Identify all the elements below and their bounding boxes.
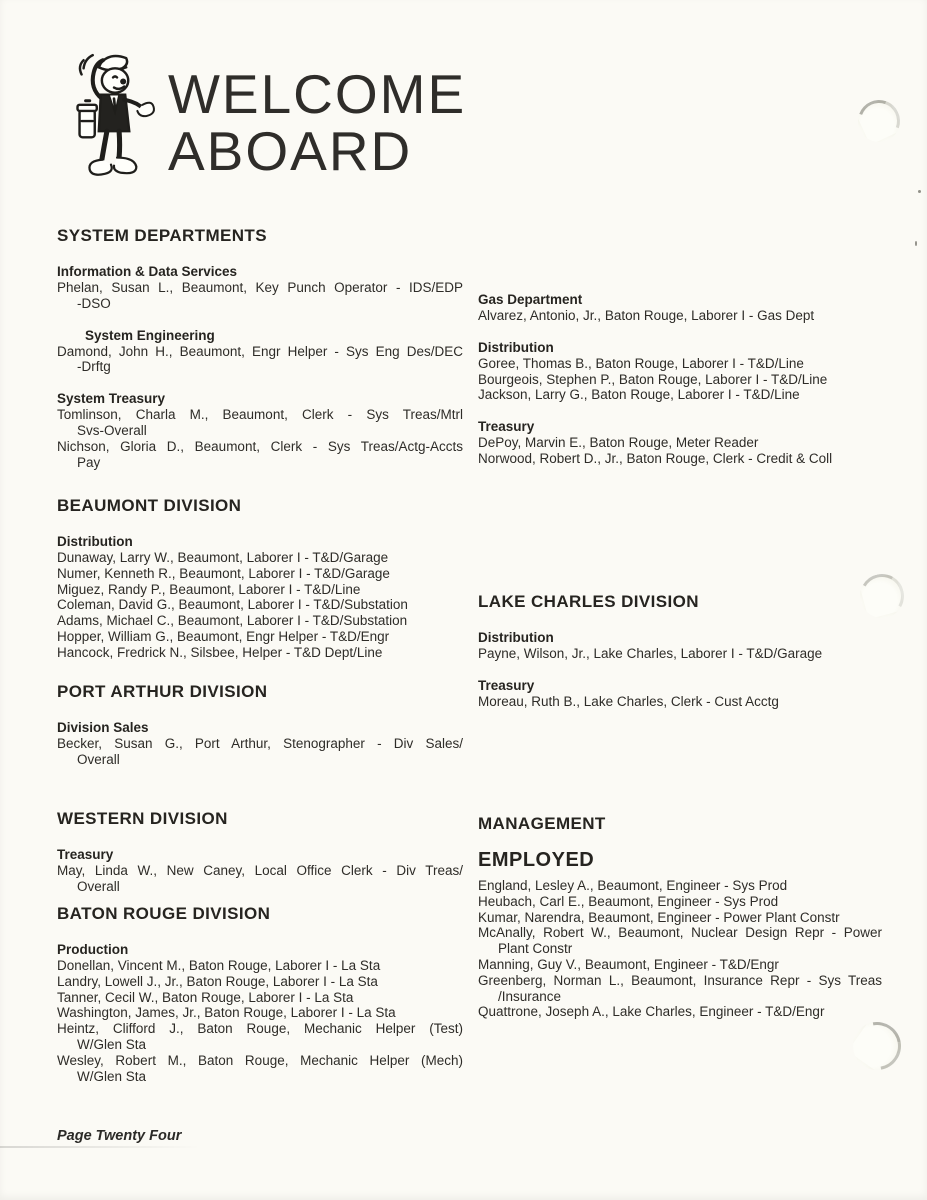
roster-entry-line: Donellan, Vincent M., Baton Rouge, Laborer I - La Sta <box>57 958 381 973</box>
employed-subheading: EMPLOYED <box>478 849 595 871</box>
page-number-label: Page Twenty Four <box>57 1128 182 1144</box>
roster-entry-continuation: W/Glen Sta <box>77 1068 147 1084</box>
roster-entry-continuation: -DSO <box>77 295 111 311</box>
roster-entry <box>57 736 463 768</box>
section-lake-charles-division <box>478 592 882 726</box>
roster-entry-line: Bourgeois, Stephen P., Baton Rouge, Laborer I - T&D/Line <box>478 371 828 387</box>
roster-group <box>57 720 463 768</box>
roster-entry <box>478 894 882 910</box>
roster-entry-line: Tomlinson, Charla M., Beaumont, Clerk - Sys Treas/Mtrl <box>57 407 463 423</box>
roster-entry-line: Wesley, Robert M., Baton Rouge, Mechanic Helper (Mech) <box>57 1052 463 1068</box>
roster-group <box>57 847 463 895</box>
roster-entry <box>57 1053 463 1085</box>
roster-entry-list <box>478 694 882 710</box>
roster-entry <box>57 582 463 598</box>
page-title-line1: WELCOME <box>168 63 467 125</box>
roster-entry <box>478 451 882 467</box>
roster-entry-line: Numer, Kenneth R., Beaumont, Laborer I - T&D/Garage <box>57 565 390 581</box>
roster-entry-continuation: -Drftg <box>77 359 111 375</box>
section-baton-rouge-division <box>57 904 463 1100</box>
roster-entry <box>57 990 463 1006</box>
roster-entry <box>57 597 463 613</box>
section-heading: SYSTEM DEPARTMENTS <box>57 226 267 245</box>
roster-entry-continuation: W/Glen Sta <box>77 1036 147 1052</box>
roster-entry-line: Quattrone, Joseph A., Lake Charles, Engineer - T&D/Engr <box>478 1004 825 1020</box>
group-title: System Treasury <box>57 391 166 407</box>
roster-group <box>57 942 463 1084</box>
roster-entry <box>57 550 463 566</box>
roster-entry-list <box>57 736 463 768</box>
roster-entry-line: Greenberg, Norman L., Beaumont, Insurance Repr - Sys Treas <box>478 972 882 988</box>
roster-group <box>478 419 882 467</box>
roster-entry-line: Payne, Wilson, Jr., Lake Charles, Laborer I - T&D/Garage <box>478 646 823 661</box>
roster-entry <box>478 878 882 894</box>
roster-entry-line: Adams, Michael C., Beaumont, Laborer I - T&D/Substation <box>57 613 408 629</box>
roster-entry-list <box>478 646 882 662</box>
roster-entry <box>57 613 463 629</box>
roster-entry <box>57 645 463 661</box>
roster-entry <box>478 435 882 451</box>
punch-hole-mark <box>844 1013 911 1080</box>
roster-entry <box>57 1021 463 1053</box>
roster-entry-line: Hopper, William G., Beaumont, Engr Helper - T&D/Engr <box>57 628 390 644</box>
roster-entry-list <box>57 958 463 1084</box>
scan-crease-line <box>0 1146 200 1148</box>
roster-entry-continuation: Plant Constr <box>498 941 573 957</box>
section-heading: PORT ARTHUR DIVISION <box>57 682 268 701</box>
group-title: Information & Data Services <box>57 264 238 279</box>
roster-entry-continuation: Svs-Overall <box>77 422 147 438</box>
roster-entry <box>478 646 882 662</box>
roster-entry-list <box>57 344 463 376</box>
roster-entry-line: Coleman, David G., Beaumont, Laborer I - T&D/Substation <box>57 597 408 613</box>
roster-entry <box>57 407 463 439</box>
roster-entry <box>478 308 882 324</box>
roster-entry <box>478 1004 882 1020</box>
roster-entry-line: Landry, Lowell J., Jr., Baton Rouge, Laborer I - La Sta <box>57 973 378 989</box>
roster-entry-list <box>478 308 882 324</box>
roster-entry <box>57 1005 463 1021</box>
roster-entry-line: Moreau, Ruth B., Lake Charles, Clerk - Cust Acctg <box>478 693 779 709</box>
roster-entry <box>57 863 463 895</box>
roster-entry-line: Norwood, Robert D., Jr., Baton Rouge, Clerk - Credit & Coll <box>478 450 833 466</box>
roster-group <box>478 340 882 403</box>
group-title: Treasury <box>57 847 114 862</box>
roster-group <box>478 630 882 662</box>
group-title: System Engineering <box>85 327 215 343</box>
roster-entry <box>57 566 463 582</box>
roster-entry-line: Tanner, Cecil W., Baton Rouge, Laborer I - La Sta <box>57 989 354 1005</box>
roster-entry-list <box>478 435 882 467</box>
section-beaumont-division <box>57 496 463 677</box>
section-heading: MANAGEMENT <box>478 814 606 833</box>
roster-entry <box>478 694 882 710</box>
roster-entry <box>57 280 463 312</box>
section-baton-rouge-continued <box>478 292 882 483</box>
roster-entry-line: Alvarez, Antonio, Jr., Baton Rouge, Laborer I - Gas Dept <box>478 308 815 323</box>
roster-entry-list <box>478 878 882 1020</box>
group-title: Distribution <box>478 339 554 355</box>
roster-entry-continuation: Overall <box>77 878 120 894</box>
group-title: Distribution <box>57 534 133 549</box>
roster-entry-continuation: Pay <box>77 454 101 470</box>
roster-entry-line: Jackson, Larry G., Baton Rouge, Laborer I - T&D/Line <box>478 387 800 403</box>
roster-group <box>57 264 463 312</box>
roster-entry-line: Miguez, Randy P., Beaumont, Laborer I - T&D/Line <box>57 581 361 597</box>
roster-entry-list <box>57 863 463 895</box>
roster-group <box>478 678 882 710</box>
scan-artifact-speck <box>915 241 917 246</box>
roster-group <box>57 391 463 470</box>
group-title: Gas Department <box>478 292 583 307</box>
section-system-departments <box>57 226 463 486</box>
roster-entry-line: Damond, John H., Beaumont, Engr Helper - Sys Eng Des/DEC <box>57 343 463 359</box>
roster-entry-line: Nichson, Gloria D., Beaumont, Clerk - Sys Treas/Actg-Accts <box>57 438 463 454</box>
mascot-illustration <box>55 46 169 188</box>
roster-entry <box>57 344 463 376</box>
roster-entry-continuation: /Insurance <box>498 988 562 1004</box>
roster-entry-list <box>57 407 463 470</box>
roster-entry <box>478 973 882 1005</box>
roster-entry-line: DePoy, Marvin E., Baton Rouge, Meter Reader <box>478 435 759 451</box>
roster-entry <box>57 974 463 990</box>
section-port-arthur-division <box>57 682 463 784</box>
roster-entry-list <box>57 550 463 661</box>
section-heading: LAKE CHARLES DIVISION <box>478 592 699 611</box>
roster-entry-line: Becker, Susan G., Port Arthur, Stenographer - Div Sales/ <box>57 736 463 751</box>
roster-entry-line: Manning, Guy V., Beaumont, Engineer - T&D/Engr <box>478 956 779 972</box>
roster-group <box>478 292 882 324</box>
scan-artifact-speck <box>918 190 921 193</box>
group-title: Distribution <box>478 630 554 645</box>
roster-entry-line: England, Lesley A., Beaumont, Engineer - Sys Prod <box>478 878 788 893</box>
roster-entry-list <box>478 356 882 403</box>
roster-group <box>57 328 463 376</box>
roster-entry-line: Hancock, Fredrick N., Silsbee, Helper - T&D Dept/Line <box>57 644 383 660</box>
section-heading: WESTERN DIVISION <box>57 809 228 828</box>
roster-entry-list <box>57 280 463 312</box>
roster-entry <box>478 910 882 926</box>
group-title: Production <box>57 942 129 957</box>
roster-entry-line: Kumar, Narendra, Beaumont, Engineer - Power Plant Constr <box>478 909 840 925</box>
roster-entry <box>478 957 882 973</box>
roster-entry-line: Heubach, Carl E., Beaumont, Engineer - Sys Prod <box>478 893 779 909</box>
roster-entry <box>478 372 882 388</box>
section-heading: BATON ROUGE DIVISION <box>57 904 271 923</box>
roster-entry-line: Goree, Thomas B., Baton Rouge, Laborer I - T&D/Line <box>478 355 804 371</box>
punch-hole-mark <box>851 93 907 149</box>
roster-entry-line: Phelan, Susan L., Beaumont, Key Punch Operator - IDS/EDP <box>57 280 463 295</box>
section-western-division <box>57 809 463 911</box>
roster-entry <box>478 356 882 372</box>
roster-entry <box>478 925 882 957</box>
roster-entry <box>57 629 463 645</box>
roster-entry <box>57 958 463 974</box>
roster-entry-line: Heintz, Clifford J., Baton Rouge, Mechanic Helper (Test) <box>57 1021 463 1037</box>
page-title-line2: ABOARD <box>168 120 413 182</box>
roster-group <box>57 534 463 661</box>
roster-entry-line: McAnally, Robert W., Beaumont, Nuclear Design Repr - Power <box>478 925 882 941</box>
group-title: Division Sales <box>57 720 149 735</box>
section-management <box>478 814 882 1020</box>
roster-entry <box>57 439 463 471</box>
page-title <box>168 63 467 182</box>
group-title: Treasury <box>478 677 535 693</box>
roster-entry-line: Dunaway, Larry W., Beaumont, Laborer I - T&D/Garage <box>57 550 389 565</box>
roster-entry-line: Washington, James, Jr., Baton Rouge, Laborer I - La Sta <box>57 1005 396 1021</box>
group-title: Treasury <box>478 419 535 435</box>
cartoon-serviceman-icon <box>55 46 169 188</box>
roster-entry-continuation: Overall <box>77 751 120 767</box>
roster-entry-line: May, Linda W., New Caney, Local Office Clerk - Div Treas/ <box>57 863 463 878</box>
section-heading: BEAUMONT DIVISION <box>57 496 242 515</box>
roster-entry <box>478 387 882 403</box>
